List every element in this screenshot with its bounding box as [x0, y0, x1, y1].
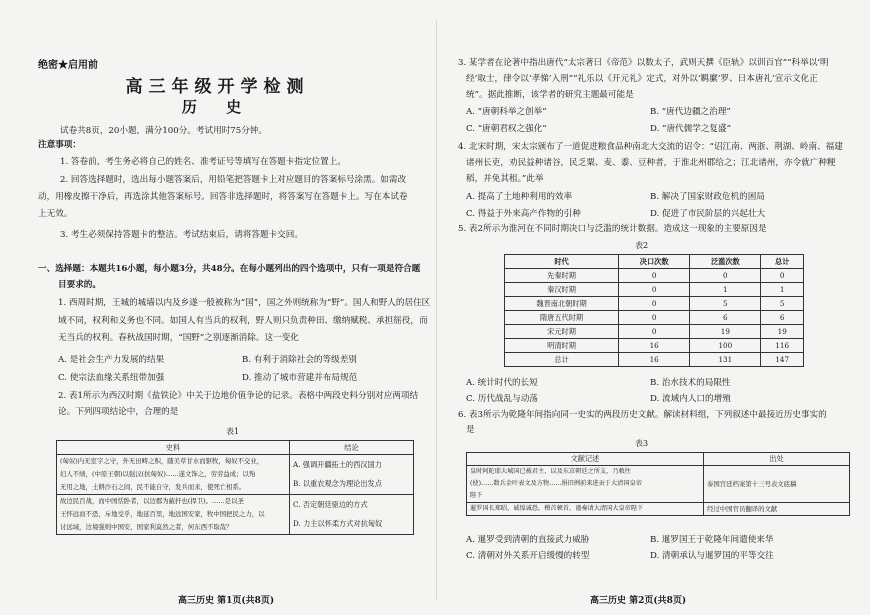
table2-cell: 131	[690, 353, 761, 367]
q3-option-c: C. “唐朝君权之强化”	[466, 124, 547, 134]
instruction-2-line1: 2. 回答选择题时，选出每小题答案后，用铅笔把答题卡上对应题目的答案标号涂黑。如需改	[60, 175, 407, 185]
table2-cell: 明清时期	[505, 339, 619, 353]
table2-cell: 秦汉时期	[505, 283, 619, 297]
table3-record-1	[467, 466, 704, 503]
q1-line1: 1. 西周时期，王城的城墙以内及乡遂一般被称为“国”，国之外则统称为“野”。国人和野人的居住区	[58, 298, 431, 308]
q4-line3: 稻，并免其租。”此举	[466, 174, 544, 184]
footer-left: 高三历史 第1页(共8页)	[178, 596, 275, 606]
table1-source-2	[57, 495, 290, 535]
table-row	[505, 311, 804, 325]
subject-title: 历 史	[181, 98, 254, 116]
q6-option-d: D. 清朝承认与暹罗国的平等交往	[650, 551, 774, 561]
table2-cell: 19	[761, 325, 804, 339]
q2-line2: 论。下列四项结论中，合理的是	[58, 407, 179, 417]
table1-conclusions-cd	[290, 495, 414, 535]
table2-cell: 147	[761, 353, 804, 367]
conclusion-c: C. 否定朝廷驱边的方式	[293, 500, 368, 509]
table2-cell: 5	[761, 297, 804, 311]
q6-line2: 是	[466, 425, 475, 435]
record1-line3: 陛下	[470, 492, 483, 499]
table2-cell: 0	[761, 269, 804, 283]
table2-cell: 魏晋南北朝时期	[505, 297, 619, 311]
table3-record-2: 暹罗国长郑昭，诚惶诚恐，稽首顿首，谨奏请大清国大皇帝陛下	[467, 503, 704, 516]
table2-cell: 隋唐五代时期	[505, 311, 619, 325]
right-page	[440, 0, 870, 615]
table-row	[505, 325, 804, 339]
table2-cell: 19	[690, 325, 761, 339]
table3-source-1: 泰国宫廷档案第十三号表文底稿	[704, 466, 850, 503]
table3-source-2: 经过中国官员翻译的文献	[704, 503, 850, 516]
q4-option-a: A. 提高了土地种利用的效率	[466, 192, 573, 202]
table3-caption: 表3	[635, 439, 649, 448]
exam-title: 高三年级开学检测	[125, 77, 310, 97]
q6-option-a: A. 暹罗受到清朝的直接武力威胁	[466, 535, 590, 545]
table-row	[505, 297, 804, 311]
q5-option-c: C. 历代战乱与动荡	[466, 394, 538, 404]
table1-conclusions-ab	[290, 455, 414, 495]
table2-header-breach: 决口次数	[619, 255, 690, 269]
source2-line2: 王怀远而不恐，斥地受乎，地延百里，地远国安家，牧中国把民之力，以	[60, 510, 265, 518]
table2-header-era: 时代	[505, 255, 619, 269]
instructions-heading: 注意事项：	[38, 140, 81, 150]
q3-line2: 经’取士，律令以‘孝悌’入刑”“礼乐以《开元礼》定式，对外以‘羁縻’罗、日本唐礼’宣示文化正	[466, 74, 818, 84]
table1-header-conclusion: 结论	[290, 441, 414, 455]
table1-source-1	[57, 455, 290, 495]
q1-line2: 域不同，权利和义务也不同。如国人有当兵的权利，野人则只负责种田、缴纳赋税、承担徭役，而	[58, 316, 428, 326]
section1-line2: 目要求的。	[58, 280, 101, 290]
table2-cell: 0	[619, 269, 690, 283]
instruction-2-line2: 动，用橡皮擦干净后，再选涂其他答案标号。回答非选择题时，将答案写在答题卡上。写在本试卷	[38, 192, 408, 202]
source1-line2: 妇人不绩，(中原王朝)以强汉(抗匈奴)……遂文饰之，劳劳益成；以殆	[60, 470, 256, 478]
source2-line1: 故边民百战，而中国恬卧者，以边郡为蔽扞也(捍卫)。……是以圣	[60, 497, 244, 505]
table3-header-record: 文献记述	[467, 453, 704, 466]
record1-line1: 皇时阿陀耶大城国已被君主，以及东京朝廷之所支，乃敕往	[470, 468, 631, 475]
conclusion-b: B. 以重农观念为理论出发点	[293, 479, 382, 488]
record1-line2: (使)……数兵金叶表文及方物……捐旧例前来进贡于大清国皇帝	[470, 480, 642, 487]
q5-option-d: D. 流域内人口的增殖	[650, 394, 731, 404]
q2-line1: 2. 表1所示为西汉时期《盐铁论》中关于边地价值争论的记录。表格中两段史料分别对应两项结	[58, 391, 419, 401]
q4-line2: 诸州长吏，劝民益种诸谷，民乏粟、麦、黍、豆种者，于淮北州郡给之；江北诸州，亦令就广种粳	[466, 158, 836, 168]
table1-header-source: 史料	[57, 441, 290, 455]
table3	[466, 452, 850, 516]
table2-cell: 总计	[505, 353, 619, 367]
table-row	[505, 269, 804, 283]
q3-option-a: A. “唐朝科举之创举”	[466, 107, 547, 117]
table-row	[505, 353, 804, 367]
conclusion-a: A. 强调开疆拓土的西汉国力	[293, 460, 382, 469]
exam-intro: 试卷共8页，20小题，满分100分。考试用时75分钟。	[60, 126, 268, 136]
source2-line3: 讨远域，边境强则中国安，国家利莫然之者，何东西不取哉？	[60, 523, 233, 531]
table2-cell: 0	[619, 297, 690, 311]
q3-line3: 统”。据此推断，该学者的研究主题最可能是	[466, 90, 634, 100]
q1-line3: 无当兵的权利。春秋战国时期，“国野”之别逐渐消除。这一变化	[58, 333, 299, 343]
q1-option-b: B. 有利于消除社会的等级差别	[242, 355, 357, 365]
q1-option-a: A. 是社会生产力发展的结果	[58, 355, 165, 365]
table2-header-total: 总计	[761, 255, 804, 269]
table2-cell: 0	[619, 311, 690, 325]
section1-line1: 一、选择题：本题共16小题，每小题3分，共48分。在每小题列出的四个选项中，只有一项是符合题	[38, 264, 421, 274]
q1-option-c: C. 使宗法血缘关系纽带加强	[58, 373, 165, 383]
q4-option-c: C. 得益于外来高产作物的引种	[466, 209, 581, 219]
q4-option-d: D. 促进了市民阶层的兴起壮大	[650, 209, 766, 219]
source1-line3: 无用之地，土耕沙石之间，民不能自守，发兵而来，使死亡相系。	[60, 483, 246, 491]
table1	[56, 440, 414, 535]
q6-option-b: B. 暹罗国王于乾隆年间遣使来华	[650, 535, 774, 545]
q6-option-c: C. 清朝对外关系开启缓慢的转型	[466, 551, 590, 561]
q5-option-a: A. 统计时代的长短	[466, 378, 538, 388]
table2-cell: 16	[619, 339, 690, 353]
table2-cell: 1	[761, 283, 804, 297]
table2-caption: 表2	[635, 241, 649, 250]
table2-header-flood: 泛滥次数	[690, 255, 761, 269]
table2-cell: 116	[761, 339, 804, 353]
table2-cell: 6	[690, 311, 761, 325]
table2-cell: 宋元时期	[505, 325, 619, 339]
conclusion-d: D. 力主以怀柔方式对抗匈奴	[293, 519, 383, 528]
q1-option-d: D. 推动了城市营建并布局规范	[242, 373, 358, 383]
secret-label: 绝密★启用前	[38, 60, 98, 71]
table-row	[505, 283, 804, 297]
table3-header-source: 出处	[704, 453, 850, 466]
instruction-2-line3: 上无效。	[38, 209, 73, 219]
instruction-1: 1. 答卷前，考生务必将自己的姓名、准考证号等填写在答题卡指定位置上。	[60, 157, 346, 167]
q6-line1: 6. 表3所示为乾隆年间指向同一史实的两段历史文献。解读材料组，下列叙述中最接近历史事实的	[458, 410, 827, 420]
q4-option-b: B. 解决了国家财政危机的困局	[650, 192, 765, 202]
page-divider	[436, 20, 437, 600]
table-row	[505, 339, 804, 353]
table2-cell: 16	[619, 353, 690, 367]
table2-cell: 0	[690, 269, 761, 283]
table1-caption: 表1	[226, 427, 240, 436]
footer-right: 高三历史 第2页(共8页)	[590, 596, 687, 606]
table2-cell: 0	[619, 283, 690, 297]
q5-line1: 5. 表2所示为淮河在不同时期决口与泛滥的统计数据。造成这一现象的主要原因是	[458, 224, 767, 234]
source1-line1: (匈奴)内无室宇之守，外无田畴之积，随美草甘水而驱牧，匈奴不交业，	[60, 457, 264, 465]
q5-option-b: B. 治水技术的局限性	[650, 378, 731, 388]
table2-cell: 0	[619, 325, 690, 339]
q4-line1: 4. 北宋时期，宋太宗颁布了一道促进粮食品种南北大交流的诏令：“诏江南、两浙、荆湖、岭南、福建	[458, 142, 843, 152]
table2-cell: 1	[690, 283, 761, 297]
q3-option-d: D. “唐代儒学之复盛”	[650, 124, 731, 134]
table2	[504, 254, 804, 367]
instruction-3: 3. 考生必须保持答题卡的整洁。考试结束后，请将答题卡交回。	[60, 230, 303, 240]
table2-cell: 6	[761, 311, 804, 325]
table2-cell: 100	[690, 339, 761, 353]
q3-option-b: B. “唐代边疆之治理”	[650, 107, 731, 117]
table2-cell: 先秦时期	[505, 269, 619, 283]
table2-cell: 5	[690, 297, 761, 311]
q3-line1: 3. 某学者在论著中指出唐代“太宗著曰《帝范》以数太子，武则天撰《臣轨》以训百官”“科举以‘明	[458, 58, 829, 68]
